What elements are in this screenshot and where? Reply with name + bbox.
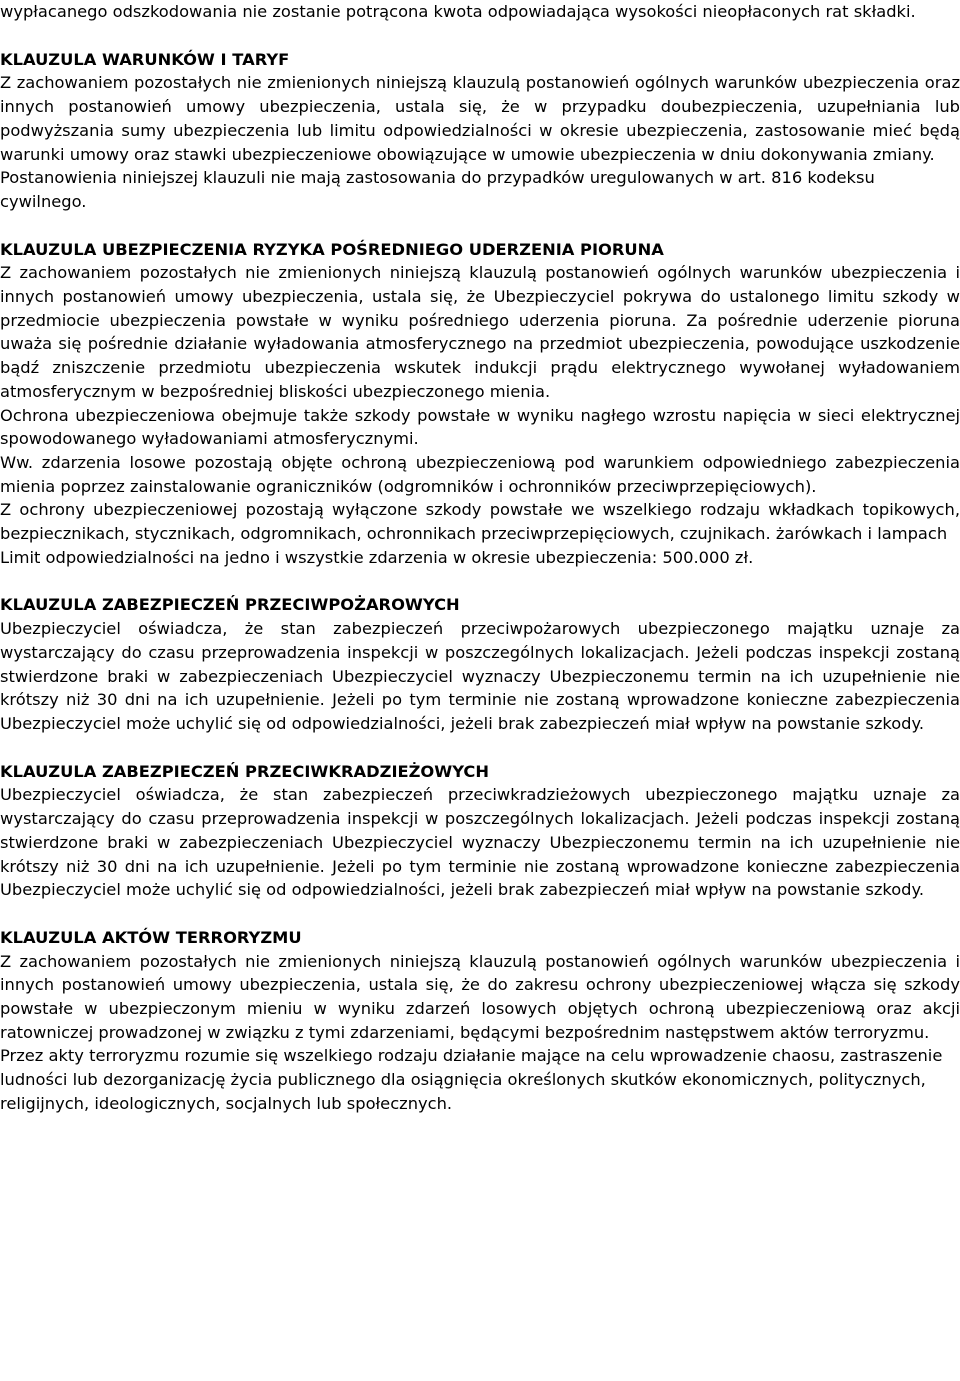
section-zabezpieczen-przeciwkradziezowych [0,760,960,902]
section-paragraph: Z zachowaniem pozostałych nie zmienionych niniejszą klauzulą postanowień ogólnych warunków ubezpieczenia i innych postanowień umowy ubezpieczenia, ustala się, że Ubezpieczyciel pokrywa do ustalonego limitu szkody w przedmiocie ubezpieczenia powstałe w wyniku pośredniego uderzenia pioruna. Za pośrednie uderzenie pioruna uważa się pośrednie działanie wyładowania atmosferycznego na przedmiot ubezpieczenia, powodujące uszkodzenie bądź zniszczenie przedmiotu ubezpieczenia wskutek indukcji prądu elektrycznego wywołanej wyładowaniem atmosferycznym w bezpośredniej bliskości ubezpieczonego mienia. [0,263,960,401]
section-paragraph: Przez akty terroryzmu rozumie się wszelkiego rodzaju działanie mające na celu wprowadzenie chaosu, zastraszenie ludności lub dezorganizację życia publicznego dla osiągnięcia określonych skutków ekonomicznych, politycznych, religijnych, ideologicznych, socjalnych lub społecznych. [0,1046,943,1113]
section-paragraph: Ubezpieczyciel oświadcza, że stan zabezpieczeń przeciwpożarowych ubezpieczonego majątku uznaje za wystarczający do czasu przeprowadzenia inspekcji w poszczególnych lokalizacjach. Jeżeli podczas inspekcji zostaną stwierdzone braki w zabezpieczeniach Ubezpieczyciel wyznaczy Ubezpieczonemu termin na ich uzupełnienie nie krótszy niż 30 dni na ich uzupełnienie. Jeżeli po tym terminie nie zostaną wprowadzone konieczne zabezpieczenia Ubezpieczyciel może uchylić się od odpowiedzialności, jeżeli brak zabezpieczeń miał wpływ na powstanie szkody. [0,619,960,733]
section-heading: KLAUZULA WARUNKÓW I TARYF [0,49,290,69]
section-paragraph: Z zachowaniem pozostałych nie zmienionych niniejszą klauzulą postanowień ogólnych warunków ubezpieczenia oraz innych postanowień umowy ubezpieczenia, ustala się, że w przypadku doubezpieczenia, uzupełniania lub podwyższania sumy ubezpieczenia lub limitu odpowiedzialności w okresie ubezpieczenia, zastosowanie mieć będą warunki umowy oraz stawki ubezpieczeniowe obowiązujące w umowie ubezpieczenia w dniu dokonywania zmiany. [0,73,960,164]
section-paragraph: Ochrona ubezpieczeniowa obejmuje także szkody powstałe w wyniku nagłego wzrostu napięcia w sieci elektrycznej spowodowanego wyładowaniami atmosferycznymi. [0,405,960,449]
spacer [0,214,960,238]
section-uderzenie-pioruna [0,238,960,570]
section-warunkow-i-taryf [0,48,960,214]
section-aktow-terroryzmu [0,926,960,1116]
section-paragraph: Z ochrony ubezpieczeniowej pozostają wyłączone szkody powstałe we wszelkiego rodzaju wkładkach topikowych, bezpiecznikach, stycznikach, odgromnikach, ochronnikach przeciwprzepięciowych, czujnikach. żarówkach i lampach [0,500,960,544]
spacer [0,24,960,48]
section-heading: KLAUZULA ZABEZPIECZEŃ PRZECIWPOŻAROWYCH [0,595,460,615]
section-paragraph: Z zachowaniem pozostałych nie zmienionych niniejszą klauzulą postanowień ogólnych warunków ubezpieczenia i innych postanowień umowy ubezpieczenia, ustala się, że do zakresu ochrony ubezpieczeniowej włącza się szkody powstałe w ubezpieczonym mieniu w wyniku zdarzeń losowych objętych ochroną ubezpieczeniową oraz akcji ratowniczej prowadzonej w związku z tymi zdarzeniami, będącymi bezpośrednim następstwem aktów terroryzmu. [0,951,960,1042]
section-paragraph: Ww. zdarzenia losowe pozostają objęte ochroną ubezpieczeniową pod warunkiem odpowiedniego zabezpieczenia mienia poprzez zainstalowanie ograniczników (odgromników i ochronników przeciwprzepięciowych). [0,452,960,496]
intro-paragraph: wypłacanego odszkodowania nie zostanie potrącona kwota odpowiadająca wysokości nieopłaconych rat składki. [0,2,916,21]
section-paragraph: Limit odpowiedzialności na jedno i wszystkie zdarzenia w okresie ubezpieczenia: 500.000 zł. [0,547,754,567]
section-heading: KLAUZULA UBEZPIECZENIA RYZYKA POŚREDNIEGO UDERZENIA PIORUNA [0,239,664,259]
spacer [0,736,960,760]
section-paragraph: Postanowienia niniejszej klauzuli nie mają zastosowania do przypadków uregulowanych w art. 816 kodeksu cywilnego. [0,168,875,211]
spacer [0,569,960,593]
spacer [0,902,960,926]
section-heading: KLAUZULA ZABEZPIECZEŃ PRZECIWKRADZIEŻOWYCH [0,761,490,781]
section-zabezpieczen-przeciwpozarowych [0,593,960,735]
section-paragraph: Ubezpieczyciel oświadcza, że stan zabezpieczeń przeciwkradzieżowych ubezpieczonego majątku uznaje za wystarczający do czasu przeprowadzenia inspekcji w poszczególnych lokalizacjach. Jeżeli podczas inspekcji zostaną stwierdzone braki w zabezpieczeniach Ubezpieczyciel wyznaczy Ubezpieczonemu termin na ich uzupełnienie nie krótszy niż 30 dni na ich uzupełnienie. Jeżeli po tym terminie nie zostaną wprowadzone konieczne zabezpieczenia Ubezpieczyciel może uchylić się od odpowiedzialności, jeżeli brak zabezpieczeń miał wpływ na powstanie szkody. [0,785,960,900]
section-heading: KLAUZULA AKTÓW TERRORYZMU [0,927,302,947]
